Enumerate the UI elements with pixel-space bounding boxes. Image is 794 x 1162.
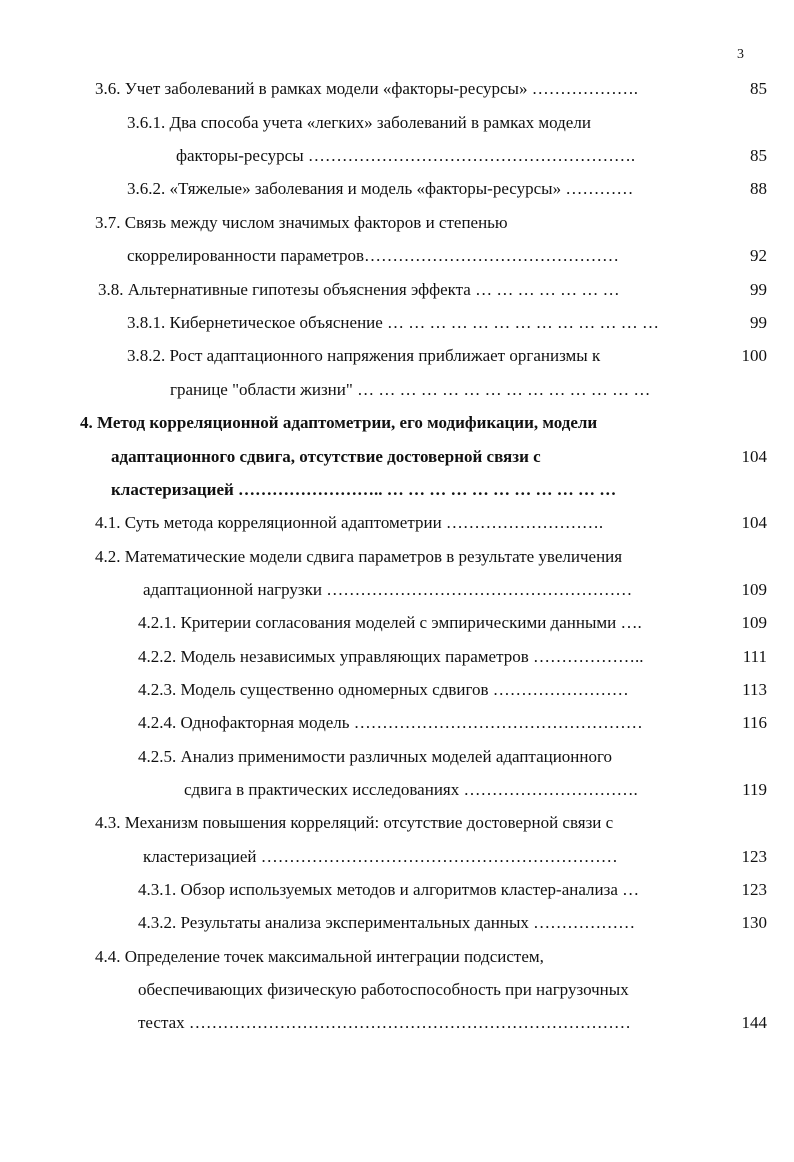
toc-page-ref: 144 (741, 1013, 767, 1032)
toc-line: границе "области жизни" … … … … … … … … … … … … … … (170, 380, 651, 399)
toc-page-ref: 99 (750, 280, 767, 299)
toc-line: скоррелированности параметров……………………………………… (127, 246, 620, 265)
toc-line: кластеризацией …………………….. … … … … … … … … … … … (111, 480, 617, 499)
toc-page-ref: 109 (741, 613, 767, 632)
toc-page-ref: 92 (750, 246, 767, 265)
toc-page-ref: 85 (750, 79, 767, 98)
toc-line: 3.7. Связь между числом значимых факторов и степенью (95, 213, 508, 232)
toc-line: адаптационного сдвига, отсутствие достоверной связи с (111, 447, 541, 466)
toc-page-ref: 116 (742, 713, 767, 732)
toc-page-ref: 130 (741, 913, 767, 932)
toc-line: 4.3.2. Результаты анализа экспериментальных данных ……………… (138, 913, 636, 932)
page-number: 3 (737, 47, 744, 62)
toc-page-ref: 99 (750, 313, 767, 332)
toc-page-ref: 88 (750, 179, 767, 198)
toc-line: 4.4. Определение точек максимальной интеграции подсистем, (95, 947, 544, 966)
toc-page-ref: 123 (741, 847, 767, 866)
toc-page-ref: 85 (750, 146, 767, 165)
toc-line: 3.8.1. Кибернетическое объяснение … … … … … … … … … … … … … (127, 313, 660, 332)
toc-page-ref: 113 (742, 680, 767, 699)
toc-page-ref: 100 (741, 346, 767, 365)
toc-page-ref: 111 (742, 647, 767, 666)
toc-line: 3.6.2. «Тяжелые» заболевания и модель «факторы-ресурсы» ………… (127, 179, 634, 198)
toc-line: 3.6.1. Два способа учета «легких» заболеваний в рамках модели (127, 113, 591, 132)
toc-line: кластеризацией ……………………………………………………… (143, 847, 618, 866)
toc-line: 4.2.3. Модель существенно одномерных сдвигов …………………… (138, 680, 629, 699)
toc-line: 4.2. Математические модели сдвига параметров в результате увеличения (95, 547, 623, 566)
toc-line: 4.3. Механизм повышения корреляций: отсутствие достоверной связи с (95, 813, 614, 832)
toc-line: 3.8.2. Рост адаптационного напряжения приближает организмы к (127, 346, 601, 365)
toc-page-ref: 109 (741, 580, 767, 599)
toc-line: 4.2.1. Критерии согласования моделей с эмпирическими данными …. (138, 613, 642, 632)
toc-line: сдвига в практических исследованиях …………………………. (184, 780, 638, 799)
toc-line: 4.1. Суть метода корреляционной адаптометрии ………………………. (95, 513, 604, 532)
toc-page-ref: 123 (741, 880, 767, 899)
toc-page-ref: 104 (741, 447, 767, 466)
toc-page-ref: 119 (742, 780, 767, 799)
toc-line: тестах …………………………………………………………………… (138, 1013, 631, 1032)
toc-line: 3.6. Учет заболеваний в рамках модели «факторы-ресурсы» ………………. (95, 79, 638, 98)
toc-line: 4.2.5. Анализ применимости различных моделей адаптационного (138, 747, 613, 766)
toc-line: 4.2.4. Однофакторная модель …………………………………………… (138, 713, 643, 732)
toc-page-ref: 104 (741, 513, 767, 532)
toc-line: обеспечивающих физическую работоспособность при нагрузочных (138, 980, 629, 999)
toc-line: адаптационной нагрузки ……………………………………………… (143, 580, 633, 599)
toc-line: 4.3.1. Обзор используемых методов и алгоритмов кластер-анализа … (138, 880, 640, 899)
toc-line: 4. Метод корреляционной адаптометрии, его модификации, модели (80, 413, 598, 432)
toc-line: 4.2.2. Модель независимых управляющих параметров ……………….. (138, 647, 644, 666)
toc-line: 3.8. Альтернативные гипотезы объяснения эффекта … … … … … … … (98, 280, 620, 299)
toc-line: факторы-ресурсы …………………………………………………. (176, 146, 636, 165)
